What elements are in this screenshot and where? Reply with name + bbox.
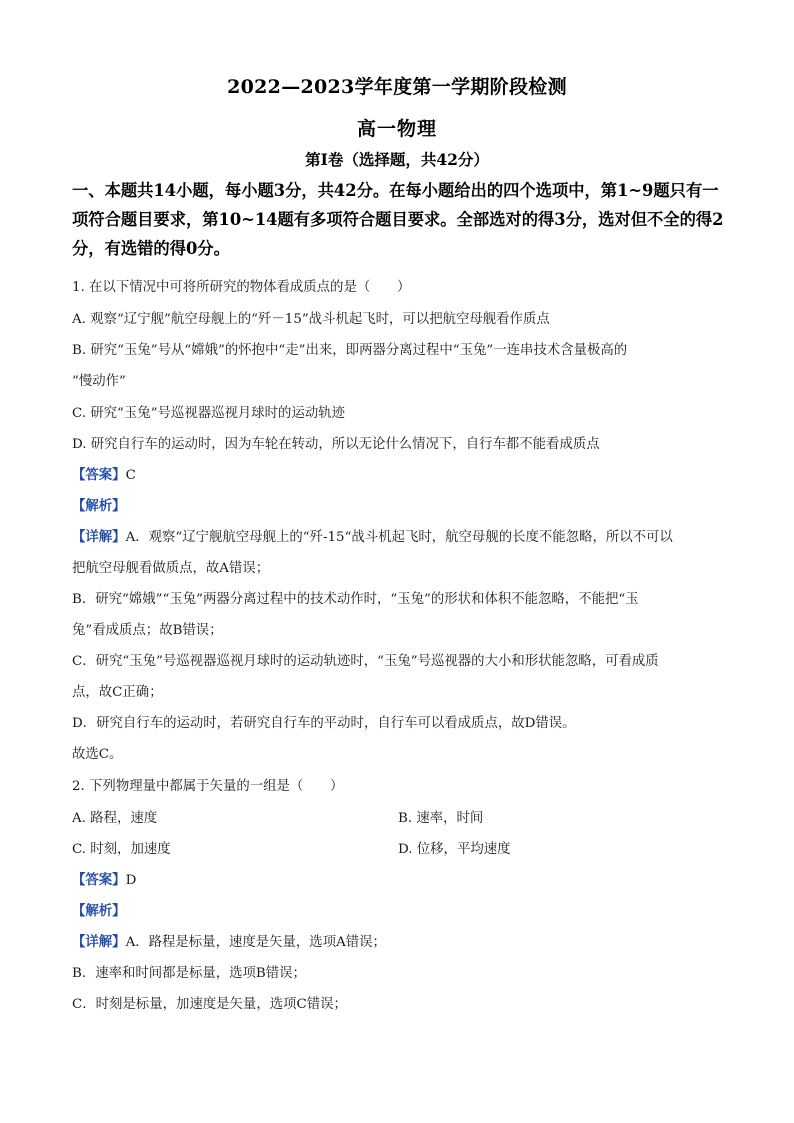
subject-title: 高一物理 — [356, 118, 437, 140]
option-c: C. 时刻，加速度 — [72, 842, 171, 857]
detail-text: C．时刻是标量，加速度是矢量，选项C错误； — [72, 997, 347, 1012]
conclusion-text: 故选C。 — [72, 747, 123, 762]
detail-tag: 【详解】 — [72, 529, 126, 545]
detail-text: 把航空母舰看做质点，故A错误； — [72, 561, 270, 576]
detail-text: C．研究“玉兔”号巡视器巡视月球时的运动轨迹时，“玉兔”号巡视器的大小和形状能忽略，可看成质 — [72, 654, 659, 669]
section-instructions — [72, 176, 724, 263]
instruction-line: 分，有选错的得0分。 — [72, 239, 230, 258]
exam-title: 2022—2023学年度第一学期阶段检测 — [227, 76, 567, 98]
question-stem: 1. 在以下情况中可将所研究的物体看成质点的是（ ） — [72, 280, 411, 295]
detail-text: A．观察“辽宁舰航空母舰上的“歼-15“战斗机起飞时，航空母舰的长度不能忽略，所以不可以 — [125, 530, 673, 545]
detail-text: B．研究“嫦娥”“玉兔”两器分离过程中的技术动作时，“玉兔”的形状和体积不能忽略，不能把“玉 — [72, 592, 639, 607]
option-b-continued: “慢动作” — [72, 374, 126, 389]
section-title: 第Ⅰ卷（选择题，共42分） — [305, 150, 489, 169]
option-a: A. 观察“辽宁舰”航空母舰上的“歼－15”战斗机起飞时，可以把航空母舰看作质点 — [72, 312, 550, 327]
option-b: B. 研究“玉兔”号从“嫦娥”的怀抱中“走”出来，即两器分离过程中“玉兔”一连串技术含量极高的 — [72, 343, 628, 358]
answer-line — [72, 869, 136, 888]
option-b: B. 速率，时间 — [398, 811, 484, 826]
detail-line — [72, 931, 386, 950]
answer-value: C — [125, 468, 136, 483]
detail-line — [72, 526, 673, 545]
answer-value: D — [125, 873, 137, 888]
question-stem: 2. 下列物理量中都属于矢量的一组是（ ） — [72, 779, 344, 794]
option-d: D. 位移，平均速度 — [398, 842, 511, 857]
detail-text: 兔”看成质点；故B错误； — [72, 623, 223, 638]
analysis-tag: 【解析】 — [72, 903, 126, 919]
detail-text: A．路程是标量，速度是矢量，选项A错误； — [125, 935, 386, 950]
detail-text: B．速率和时间都是标量，选项B错误； — [72, 966, 306, 981]
detail-text: D．研究自行车的运动时，若研究自行车的平动时，自行车可以看成质点，故D错误。 — [72, 716, 576, 731]
answer-line — [72, 464, 136, 483]
option-c: C. 研究“玉兔”号巡视器巡视月球时的运动轨迹 — [72, 406, 346, 421]
option-d: D. 研究自行车的运动时，因为车轮在转动，所以无论什么情况下，自行车都不能看成质点 — [72, 437, 600, 452]
answer-tag: 【答案】 — [72, 872, 126, 888]
detail-tag: 【详解】 — [72, 934, 126, 950]
instruction-line: 项符合题目要求，第10~14题有多项符合题目要求。全部选对的得3分，选对但不全的得2 — [72, 210, 724, 229]
analysis-tag: 【解析】 — [72, 498, 126, 514]
option-a: A. 路程，速度 — [72, 811, 158, 826]
answer-tag: 【答案】 — [72, 467, 126, 483]
instruction-line: 一、本题共14小题，每小题3分，共42分。在每小题给出的四个选项中，第1~9题只有一 — [72, 181, 719, 200]
detail-text: 点，故C正确； — [72, 685, 163, 700]
analysis-line — [72, 495, 126, 514]
analysis-line — [72, 900, 126, 919]
